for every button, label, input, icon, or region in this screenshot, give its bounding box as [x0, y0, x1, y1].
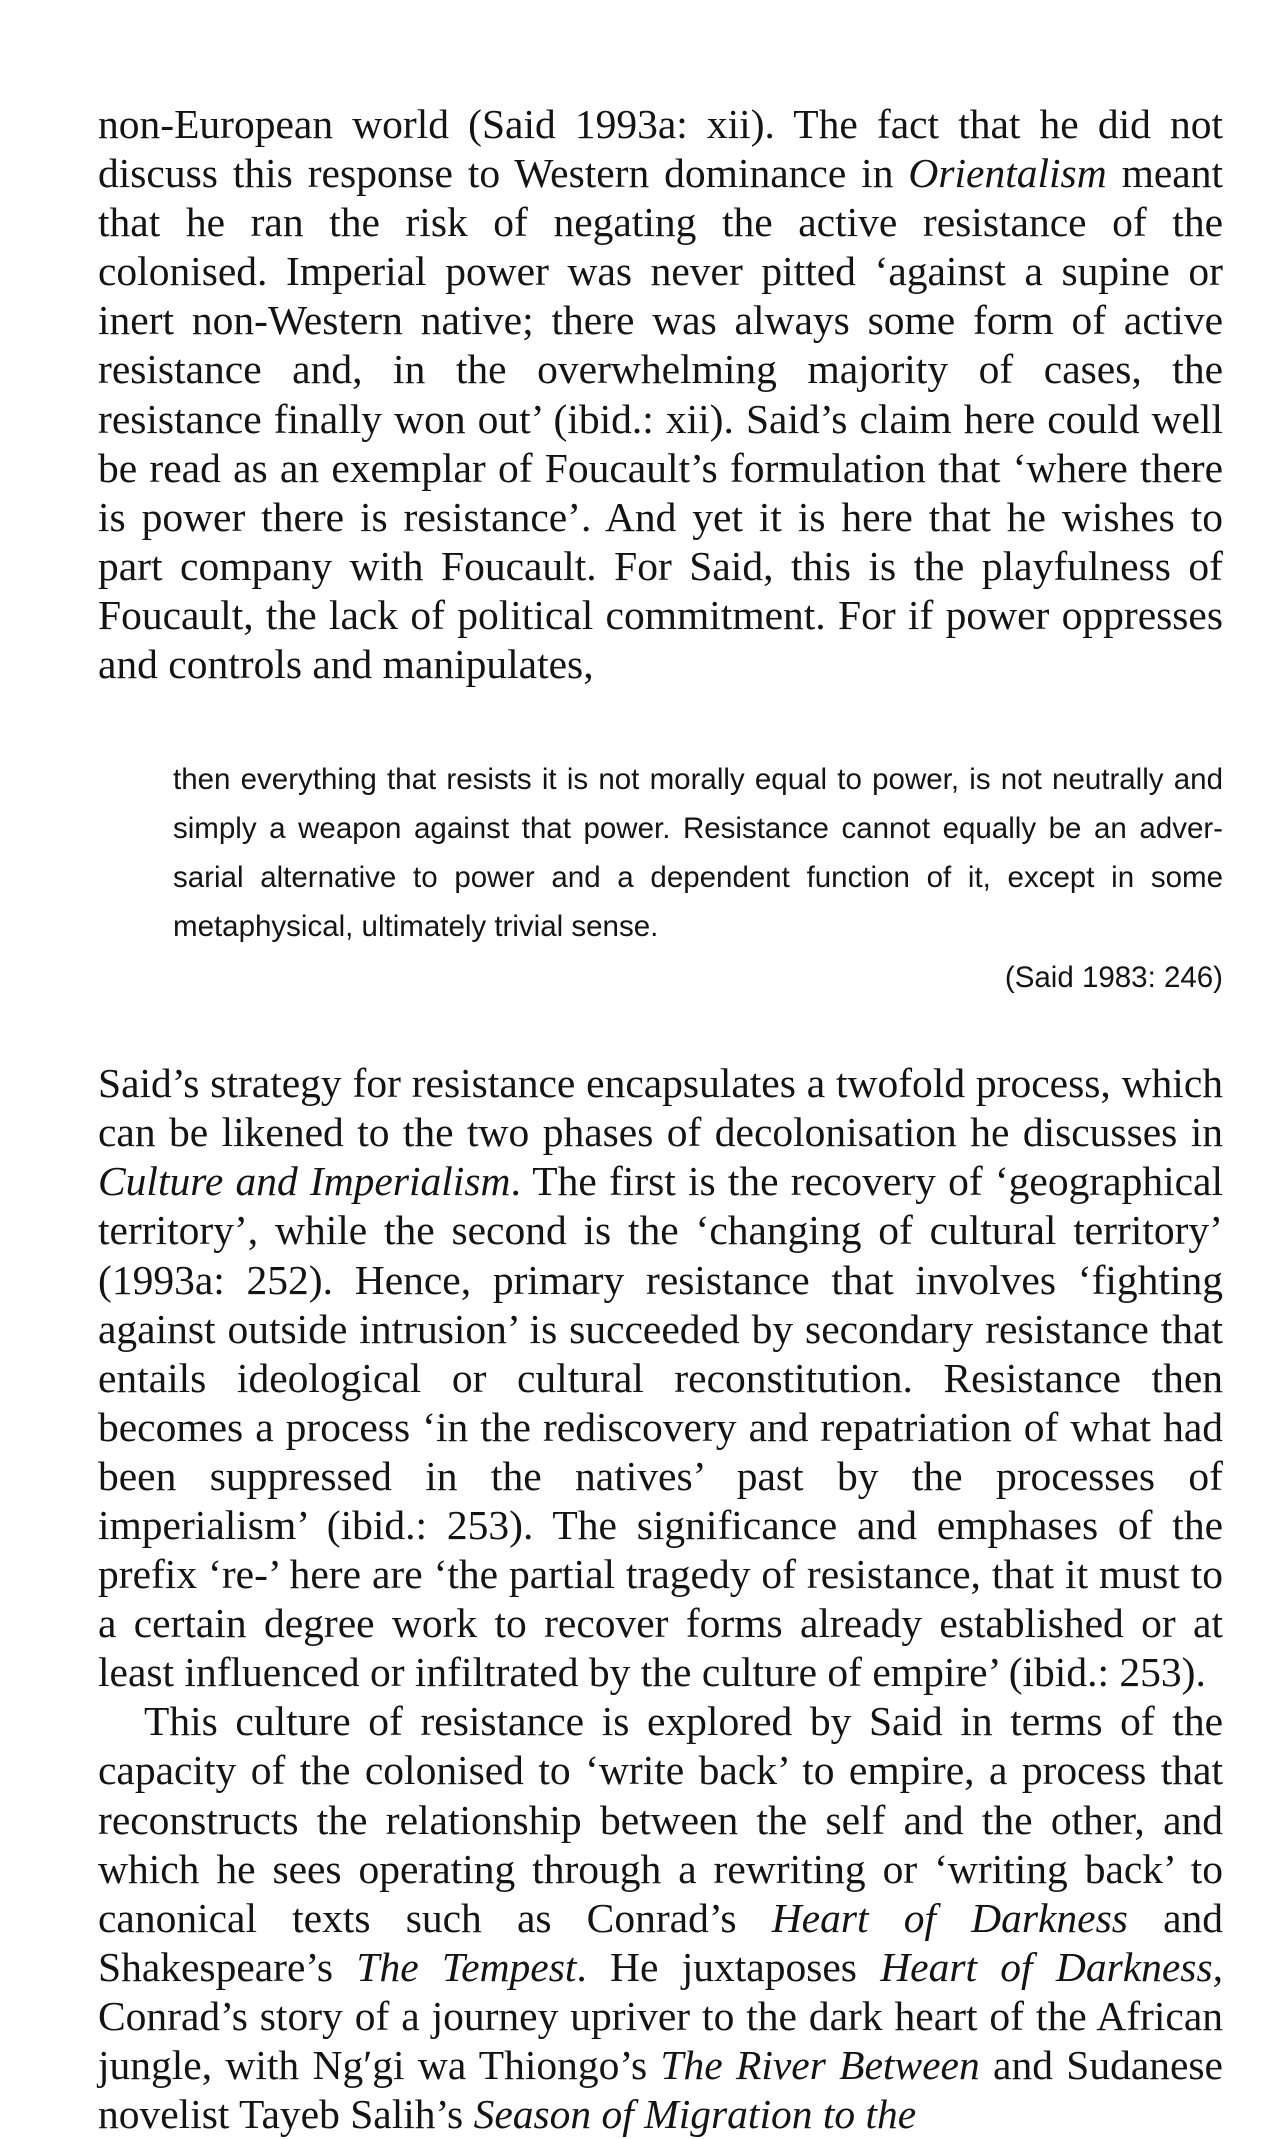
text-segment: non-European world (Said 1993a: xii). The fact that he did not discuss this response to Western dominance in: [98, 101, 1223, 197]
italic-title-the-tempest: The Tempest: [356, 1943, 577, 1990]
text-segment: . The first is the recovery of ‘geographical territory’, while the second is the ‘changing of cultural territory’ (1993a: 252). Hence, primary resistance that involves ‘fighting against outside intrusion’ is succeeded by secondary resistance that entails ideological or cultural reconstitution. Resistance then becomes a process ‘in the rediscovery and repatriation of what had been suppressed in the natives’ past by the processes of imperialism’ (ibid.: 253). The significance and emphases of the prefix ‘re-’ here are ‘the partial tragedy of resistance, that it must to a certain degree work to recover forms already established or at least influenced or infiltrated by the culture of empire’ (ibid.: 253).: [98, 1158, 1223, 1696]
italic-title-heart-of-darkness: Heart of Darkness,: [880, 1943, 1223, 1990]
block-quote: [173, 755, 1223, 999]
text-segment: Said’s strategy for resistance encapsulates a twofold process, which can be likened to the two phases of decolonisation he discusses in: [98, 1060, 1223, 1156]
italic-title-season-of-migration: Season of Migration to the: [473, 2091, 917, 2138]
block-quote-text: then everything that resists it is not morally equal to power, is not neutrally and simply a weapon against that power. Resistance cannot equally be an adversarial alternative to power and a dependent function of it, except in some metaphysical, ultimately trivial sense.: [173, 763, 1223, 944]
italic-title-culture-and-imperialism: Culture and Imperialism: [98, 1158, 511, 1205]
text-segment: and Shakespeare’s: [98, 1894, 1223, 1990]
text-segment: This culture of resistance is explored by Said in terms of the capacity of the colonised to ‘write back’ to empire, a process that reconstructs the relationship between the self and the other, and which he sees operating through a rewriting or ‘writing back’ to canonical texts such as Conrad’s: [98, 1698, 1223, 1941]
italic-title-the-river-between: The River Between: [660, 2042, 980, 2088]
book-page: [98, 100, 1223, 2139]
italic-title-orientalism: Orientalism: [908, 150, 1107, 197]
italic-title-heart-of-darkness: Heart of Darkness: [771, 1894, 1128, 1941]
text-segment: and Sudanese novelist Tayeb Salih’s: [98, 2042, 1223, 2138]
paragraph-2: [98, 1059, 1223, 1697]
text-segment: . He juxtaposes: [576, 1943, 881, 1990]
block-quote-citation: (Said 1983: 246): [1004, 961, 1223, 995]
paragraph-1: [98, 100, 1223, 689]
text-segment: Conrad’s story of a journey upriver to the dark heart of the African jungle, with Ngʹgi wa Thiongo’s: [98, 1992, 1223, 2088]
text-segment: meant that he ran the risk of negating the active resistance of the colonised. Imperial power was never pitted ‘against a supine or inert non-Western native; there was always some form of active resistance and, in the overwhelming majority of cases, the resistance finally won out’ (ibid.: xii). Said’s claim here could well be read as an exemplar of Foucault’s formulation that ‘where there is power there is resistance’. And yet it is here that he wishes to part company with Foucault. For Said, this is the playfulness of Foucault, the lack of political commitment. For if power oppresses and controls and manipulates,: [98, 150, 1223, 688]
paragraph-3: [98, 1697, 1223, 2139]
